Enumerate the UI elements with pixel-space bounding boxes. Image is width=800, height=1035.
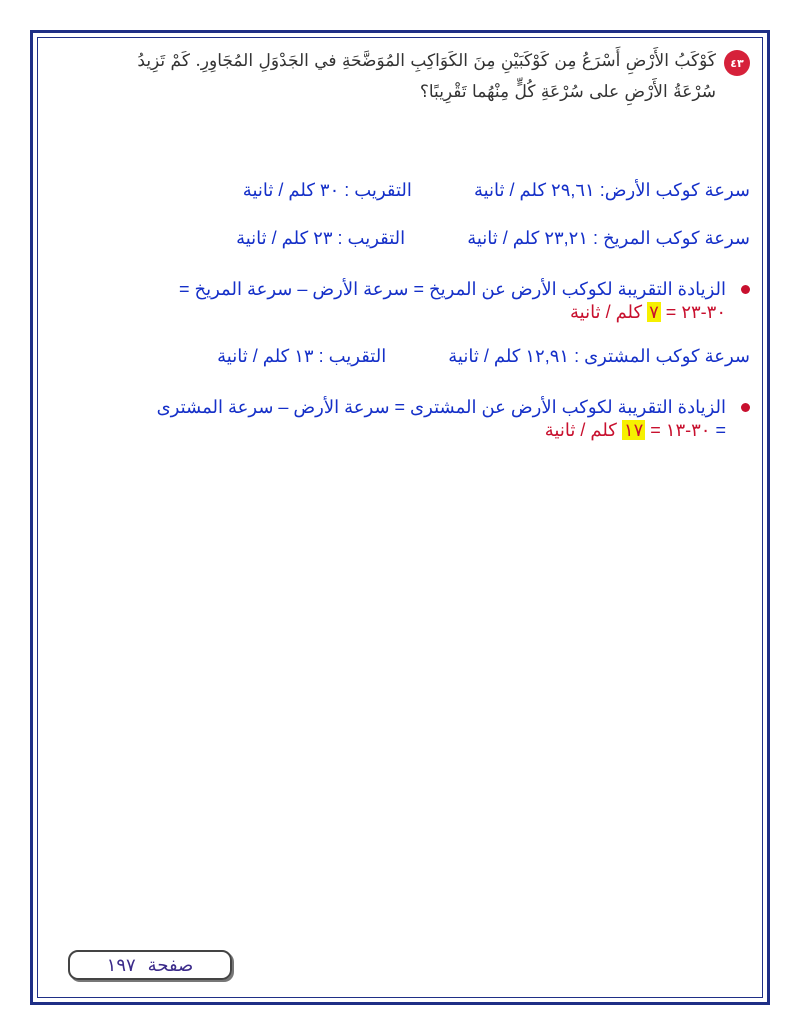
mars-speed-line — [236, 228, 750, 249]
question-number-badge: ٤٣ — [724, 50, 750, 76]
jupiter-approx: التقريب : ١٣ كلم / ثانية — [217, 346, 387, 366]
page-number-box — [68, 950, 232, 980]
page-frame — [30, 30, 770, 1005]
jupiter-speed-line — [217, 346, 750, 367]
question-text — [90, 46, 750, 108]
mars-difference-item — [50, 278, 750, 324]
mars-difference-unit: كلم / ثانية — [569, 302, 643, 322]
mars-difference-result: ٧ — [649, 302, 659, 322]
earth-speed-line — [243, 180, 750, 201]
page-label: صفحة — [147, 954, 194, 976]
jupiter-difference-text: الزيادة التقريبة لكوكب الأرض عن المشترى = سرعة الأرض – سرعة المشترى = ٣٠-١٣ = ١٧ كلم / ثانية — [156, 397, 726, 440]
page-number: ١٩٧ — [106, 954, 136, 976]
question-body: كَوْكَبُ الأَرْضِ أَسْرَعُ مِن كَوْكَبَيْنِ مِنَ الكَوَاكِبِ المُوَضَّحَةِ في الجَدْوَلِ المُجَاوِرِ. كَمْ تَزِيدُ سُرْعَةُ الأَرْضِ على سُرْعَةِ كُلٍّ مِنْهُما تَقْرِيبًا؟ — [137, 51, 716, 102]
jupiter-label: سرعة كوكب المشترى : — [574, 346, 750, 366]
jupiter-difference-unit: كلم / ثانية — [544, 420, 617, 440]
mars-label: سرعة كوكب المريخ : — [593, 228, 750, 248]
bullet-dot — [741, 403, 750, 412]
earth-approx: التقريب : ٣٠ كلم / ثانية — [242, 180, 412, 200]
mars-difference-text: الزيادة التقريبة لكوكب الأرض عن المريخ = سرعة الأرض – سرعة المريخ = ٣٠-٢٣ = ٧ كلم / ثانية — [178, 279, 726, 322]
earth-value: ٢٩,٦١ كلم / ثانية — [473, 180, 595, 200]
mars-value: ٢٣,٢١ كلم / ثانية — [467, 228, 588, 248]
jupiter-value: ١٢,٩١ كلم / ثانية — [448, 346, 570, 366]
earth-label: سرعة كوكب الأرض: — [599, 180, 750, 200]
jupiter-difference-result: ١٧ — [623, 420, 644, 440]
jupiter-difference-item — [150, 396, 750, 442]
mars-approx: التقريب : ٢٣ كلم / ثانية — [236, 228, 406, 248]
jupiter-difference-expr: ٣٠-١٣ = — [650, 420, 711, 440]
bullet-dot — [741, 285, 750, 294]
mars-difference-expr: ٣٠-٢٣ = — [665, 302, 726, 322]
